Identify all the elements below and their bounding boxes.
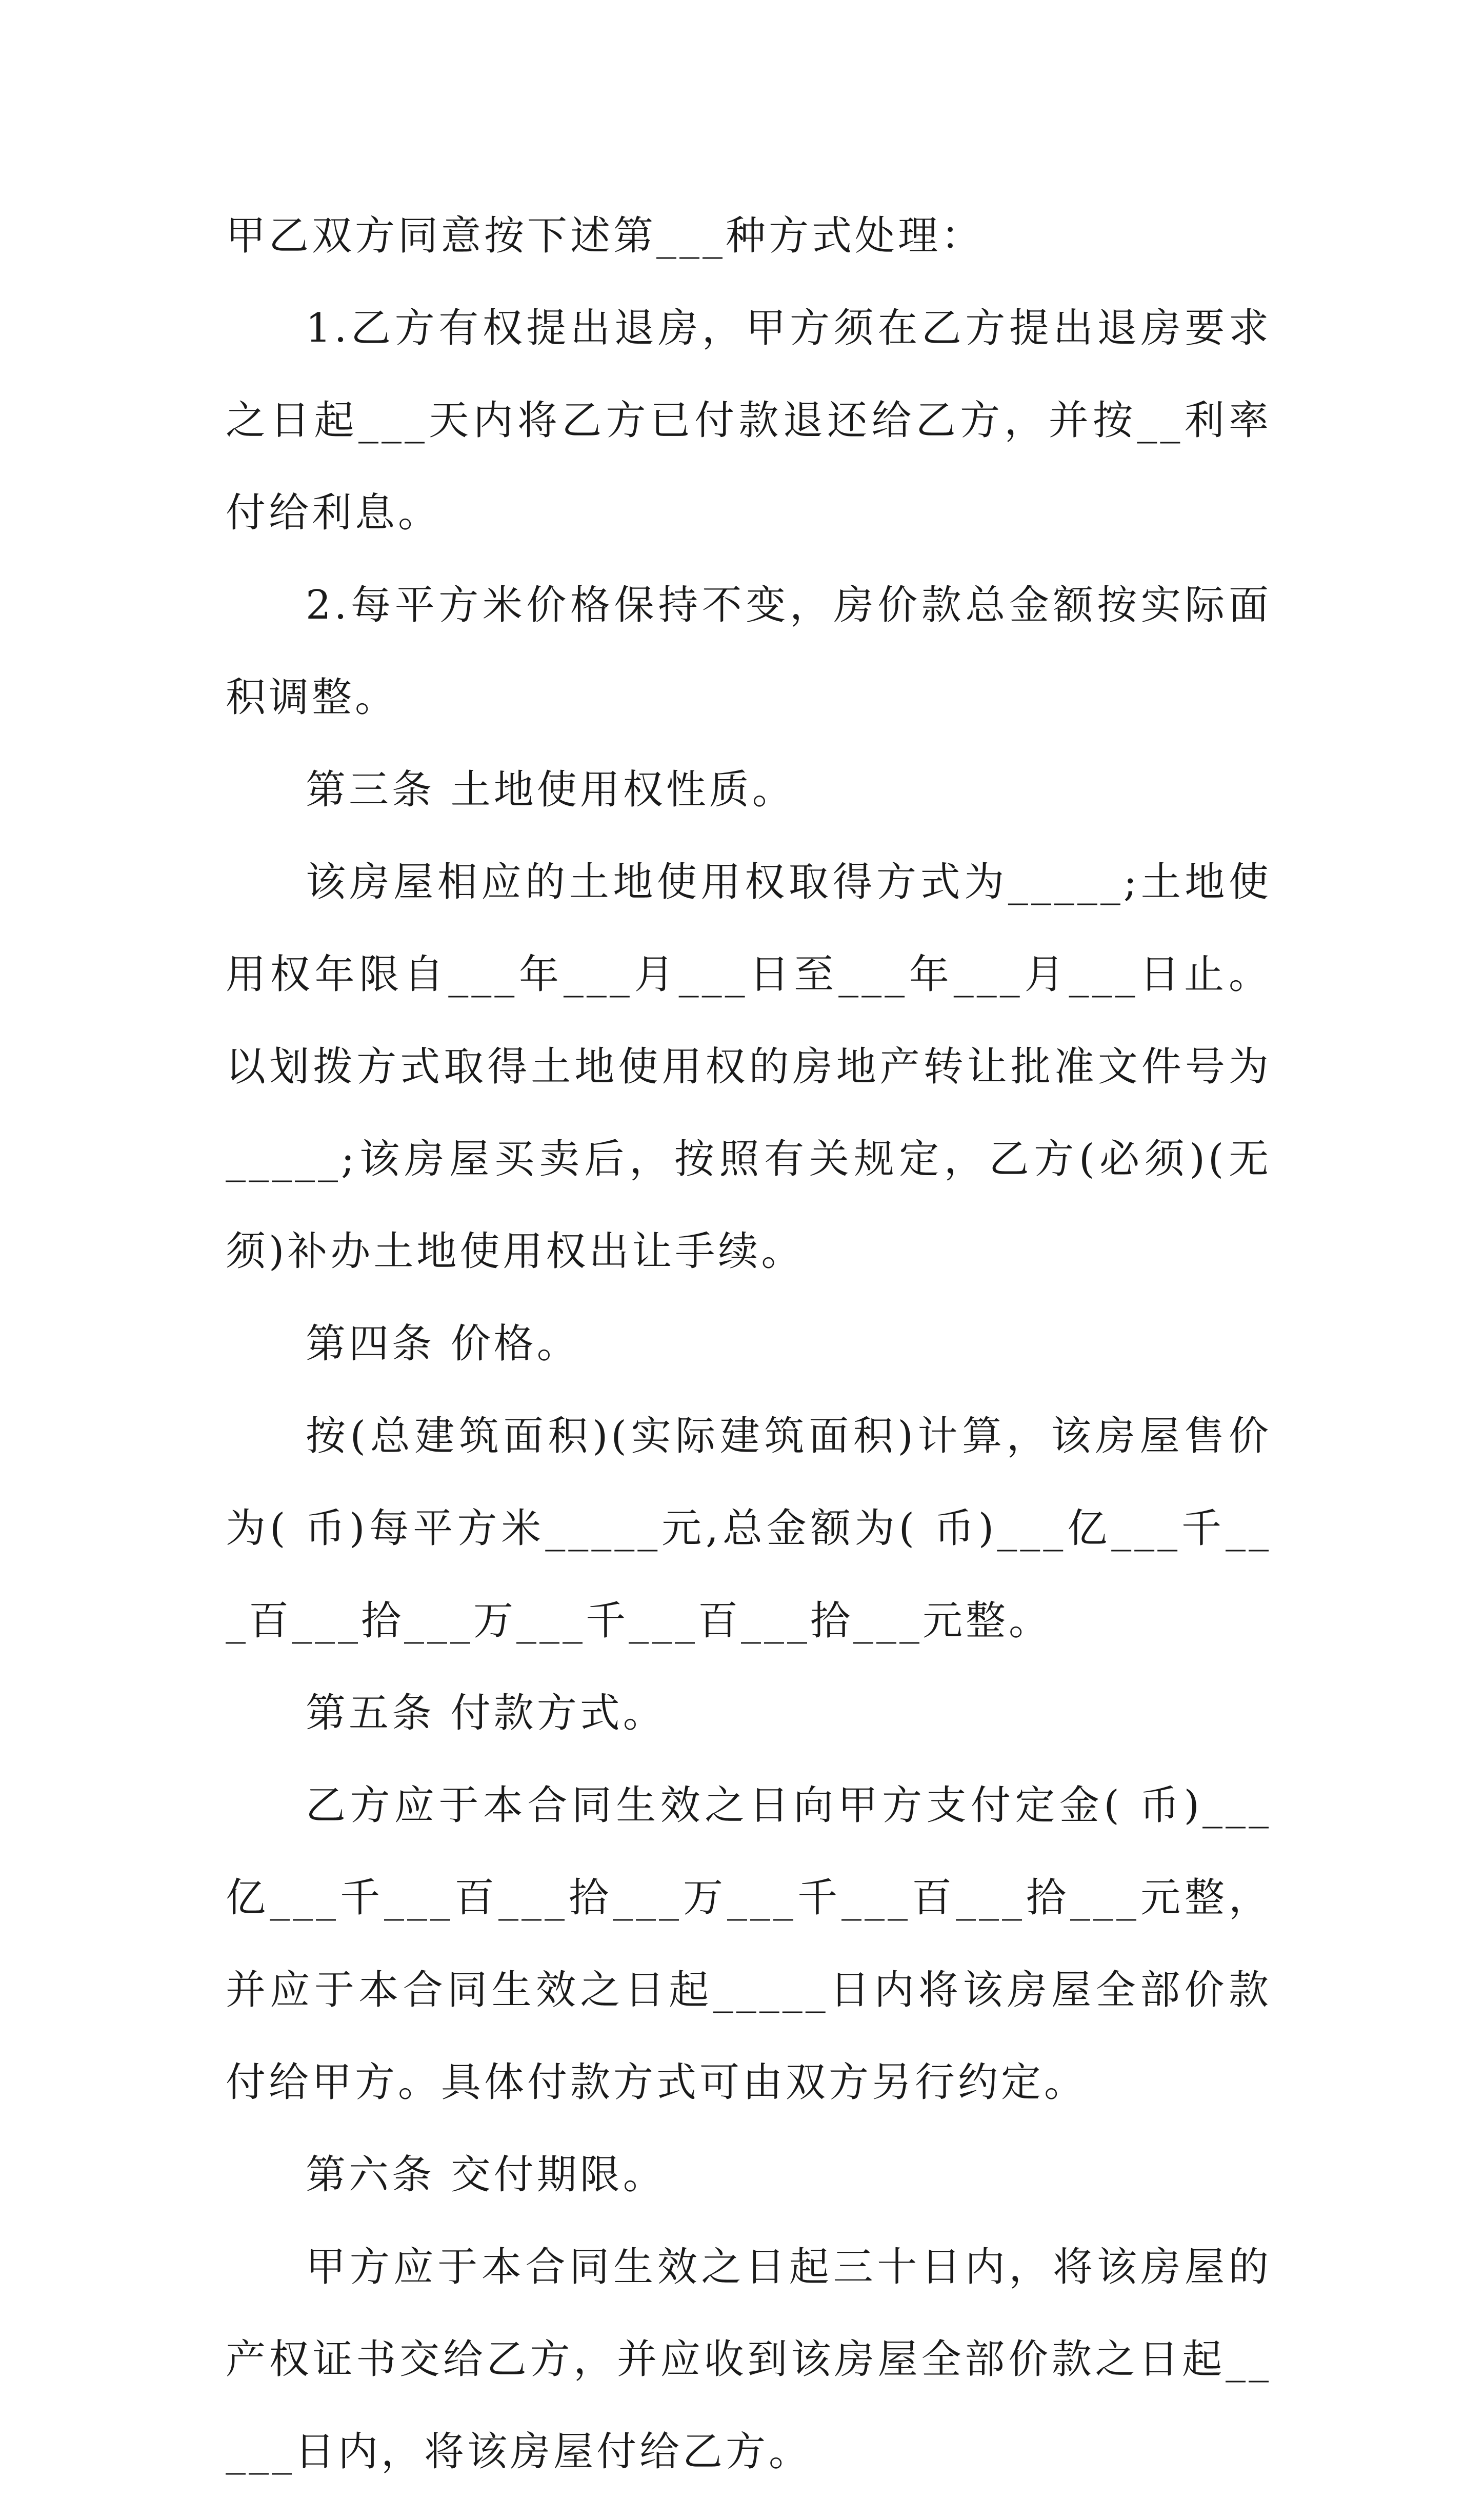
article-4-body: 按(总建筑面积)(实际建筑面积)计算，该房屋售价为( 币)每平方米_____元,总金额为( 币)___亿___千___百___拾___万___千___百___拾___元整。: [226, 1413, 1272, 1644]
article-3-body: 该房屋相应的土地使用权取得方式为_____;土地使用权年限自___年___月___日至___年___月___日止。以划拨方式取得土地使用权的房地产转让批准文件号为_____;该房屋买卖后，按照有关规定，乙方(必须)(无须)补办土地使用权出让手续。: [226, 859, 1272, 1275]
paragraph-option-2-adjust: 2.每平方米价格保持不变，房价款总金额按实际面积调整。: [226, 582, 1272, 721]
article-5-heading: 第五条 付款方式。: [306, 1690, 666, 1736]
paragraph-option-1-refund: 1.乙方有权提出退房，甲方须在乙方提出退房要求之日起___天内将乙方已付款退还给乙方，并按__利率付给利息。: [226, 305, 1272, 536]
paragraph-handling-method: 甲乙双方同意按下述第___种方式处理：: [226, 213, 985, 259]
document-body: [226, 190, 1272, 2498]
article-6-body: 甲方应于本合同生效之日起三十日内，将该房屋的产权证书交给乙方，并应收到该房屋全部价款之日起_____日内，将该房屋付给乙方。: [226, 2244, 1272, 2475]
article-3-heading: 第三条 土地使用权性质。: [306, 767, 795, 813]
article-5-body: 乙方应于本合同生效之日向甲方支付定金( 币)___亿___千___百___拾___万___千___百___拾___元整，并应于本合同生效之日起_____日内将该房屋全部价款付给甲方。具体付款方式可由双方另行约定。: [226, 1782, 1272, 2106]
article-6-heading: 第六条 交付期限。: [306, 2152, 666, 2198]
article-4-heading: 第四条 价格。: [306, 1321, 580, 1367]
